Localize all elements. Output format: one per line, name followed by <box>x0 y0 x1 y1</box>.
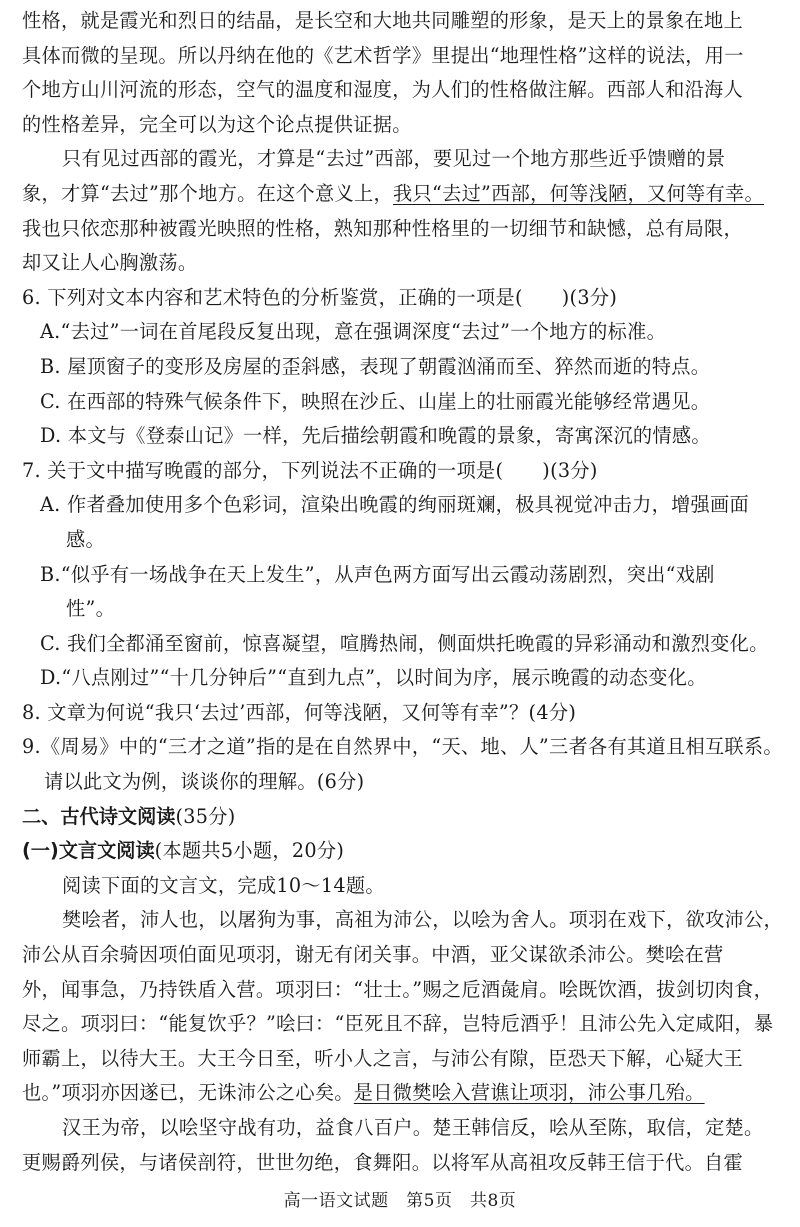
option-b: B.“似乎有一场战争在天上发生”，从声色两方面写出云霞动荡剧烈，突出“戏剧 <box>40 562 715 586</box>
text-line: 汉王为帝，以哙坚守战有功，益食八百户。楚王韩信反，哙从至陈，取信，定楚。 <box>62 1116 764 1139</box>
text-segment: 象，才算“去过”那个地方。在这个意义上， <box>22 181 393 205</box>
question-6 <box>22 281 778 454</box>
text-line: 师霸上，以待大王。大王今日至，听小人之言，与沛公有隙，臣恐天下解，心疑大王 <box>22 1046 744 1070</box>
question-stem-continued: 请以此文为例，谈谈你的理解。(6分) <box>44 770 365 794</box>
classical-text-paragraph-2 <box>22 1111 778 1180</box>
question-stem: 7. 关于文中描写晚霞的部分，下列说法不正确的一项是( )(3分) <box>22 458 598 482</box>
text-line: 外，闻事急，乃持铁盾入营。项羽曰：“壮士。”赐之卮酒彘肩。哙既饮酒，拔剑切肉食， <box>22 977 774 1001</box>
option-b: B. 屋顶窗子的变形及房屋的歪斜感，表现了朝霞汹涌而至、猝然而逝的特点。 <box>40 354 711 378</box>
text-line: 性格，就是霞光和烈日的结晶，是长空和大地共同雕塑的形象，是天上的景象在地上 <box>22 9 744 32</box>
question-9 <box>22 730 783 799</box>
subsection-title: (一)文言文阅读 <box>22 839 155 863</box>
reading-instruction: 阅读下面的文言文，完成10～14题。 <box>62 873 385 897</box>
text-line: 更赐爵列侯，与诸侯剖符，世世勿绝，食舞阳。以将军从高祖攻反韩王信于代。自霍 <box>22 1150 744 1174</box>
text-segment: 也。”项羽亦因遂已，无诛沛公之心矣。 <box>22 1081 354 1105</box>
passage-paragraph-1 <box>22 4 778 142</box>
option-c: C. 我们全都涌至窗前，惊喜凝望，喧腾热闹，侧面烘托晚霞的异彩涌动和激烈变化。 <box>40 631 769 655</box>
option-b-continued: 性”。 <box>66 597 116 621</box>
underlined-sentence: 是日微樊哙入营谯让项羽，沛公事几殆。 <box>353 1081 705 1105</box>
section-heading <box>22 800 778 835</box>
option-d: D.“八点刚过”“十几分钟后”“直到九点”，以时间为序，展示晚霞的动态变化。 <box>40 666 707 690</box>
subsection-score: (本题共5小题，20分) <box>154 839 345 863</box>
text-line: 沛公从百余骑因项伯面见项羽，谢无有闭关事。中酒，亚父谋欲杀沛公。樊哙在营 <box>22 943 724 967</box>
text-line: 樊哙者，沛人也，以屠狗为事，高祖为沛公，以哙为舍人。项羽在戏下，欲攻沛公， <box>62 908 784 932</box>
text-line <box>22 177 778 212</box>
text-line: 只有见过西部的霞光，才算是“去过”西部，要见过一个地方那些近乎馈赠的景 <box>62 147 726 171</box>
option-c: C. 在西部的特殊气候条件下，映照在沙丘、山崖上的壮丽霞光能够经常遇见。 <box>40 389 711 413</box>
text-line: 的性格差异，完全可以为这个论点提供证据。 <box>22 112 412 136</box>
option-a: A. 作者叠加使用多个色彩词，渲染出晚霞的绚丽斑斓，极具视觉冲击力，增强画面 <box>40 493 750 517</box>
question-7 <box>22 454 778 696</box>
classical-text-paragraph-1 <box>22 903 784 1111</box>
subsection-heading <box>22 834 778 869</box>
passage-paragraph-2 <box>22 142 778 280</box>
text-line: 却又让人心胸激荡。 <box>22 251 198 275</box>
text-line: 具体而微的呈现。所以丹纳在他的《艺术哲学》里提出“地理性格”这样的说法，用一 <box>22 43 744 67</box>
section-score: (35分) <box>175 804 236 828</box>
page-footer: 高一语文试题 第5页 共8页 <box>283 1191 517 1211</box>
option-a: A.“去过”一词在首尾段反复出现，意在强调深度“去过”一个地方的标准。 <box>40 320 667 344</box>
underlined-sentence: 我只“去过”西部，何等浅陋，又何等有幸。 <box>393 181 764 205</box>
question-stem: 6. 下列对文本内容和艺术特色的分析鉴赏，正确的一项是( )(3分) <box>22 285 618 309</box>
question-stem: 9.《周易》中的“三才之道”指的是在自然界中，“天、地、人”三者各有其道且相互联系。 <box>22 735 783 759</box>
question-8: 8. 文章为何说“我只‘去过’西部，何等浅陋，又何等有幸”？(4分) <box>22 700 577 724</box>
text-line: 尽之。项羽曰：“能复饮乎？”哙曰：“臣死且不辞，岂特卮酒乎！且沛公先入定咸阳，暴 <box>22 1012 774 1036</box>
section-title: 二、古代诗文阅读 <box>22 804 176 828</box>
option-d: D. 本文与《登泰山记》一样，先后描绘朝霞和晚霞的景象，寄寓深沉的情感。 <box>40 424 711 448</box>
text-line <box>22 1076 778 1111</box>
text-line: 我也只依恋那种被霞光映照的性格，熟知那种性格里的一切细节和缺憾，总有局限， <box>22 216 744 240</box>
text-line: 个地方山川河流的形态，空气的温度和湿度，为人们的性格做注解。西部人和沿海人 <box>22 78 744 102</box>
option-a-continued: 感。 <box>66 527 105 551</box>
